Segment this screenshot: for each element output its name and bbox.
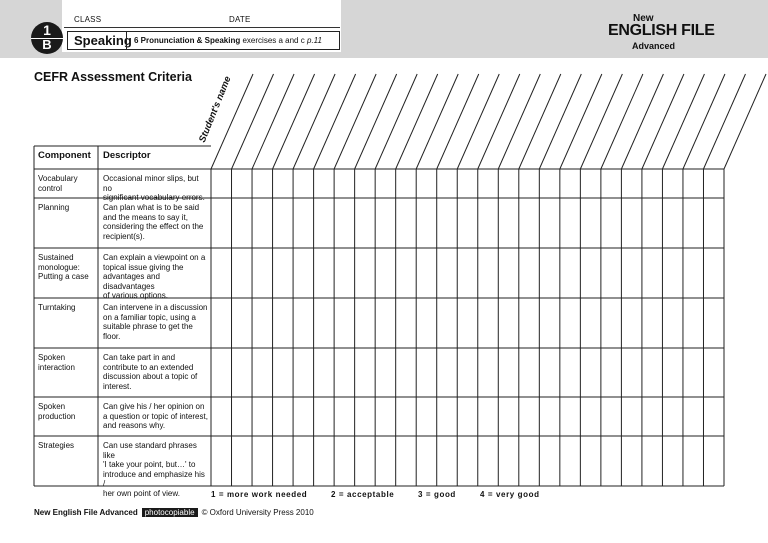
class-label: CLASS bbox=[74, 15, 102, 24]
descriptor-cell bbox=[103, 402, 209, 431]
student-name-slant bbox=[252, 74, 294, 169]
student-name-slant bbox=[314, 74, 356, 169]
student-name-slant bbox=[273, 74, 315, 169]
student-name-header: Student's name bbox=[197, 74, 234, 145]
component-line: Vocabulary bbox=[38, 174, 78, 183]
descriptor-line: Can explain a viewpoint on a bbox=[103, 253, 206, 262]
descriptor-line: and the means to say it, bbox=[103, 212, 188, 222]
student-name-slant bbox=[560, 74, 602, 169]
component-line: production bbox=[38, 411, 76, 421]
footer-copyright: © Oxford University Press 2010 bbox=[201, 508, 314, 517]
descriptor-line: her own point of view. bbox=[103, 488, 180, 498]
student-name-slant bbox=[724, 74, 766, 169]
descriptor-cell bbox=[103, 441, 209, 499]
student-name-slant bbox=[293, 74, 335, 169]
date-label: DATE bbox=[229, 15, 251, 24]
key-item: 4 = very good bbox=[480, 490, 540, 499]
descriptor-cell bbox=[103, 353, 209, 391]
component-cell bbox=[38, 253, 96, 282]
component-cell bbox=[38, 402, 96, 421]
key-item: 1 = more work needed bbox=[211, 490, 308, 499]
descriptor-line: floor. bbox=[103, 331, 121, 341]
component-line: interaction bbox=[38, 362, 75, 372]
page-reference: p.11 bbox=[307, 36, 322, 45]
student-name-slant bbox=[498, 74, 540, 169]
student-name-slant bbox=[334, 74, 376, 169]
component-line: control bbox=[38, 183, 63, 193]
component-line: Spoken bbox=[38, 402, 66, 411]
student-name-slant bbox=[539, 74, 581, 169]
page-title: CEFR Assessment Criteria bbox=[34, 70, 192, 84]
descriptor-line: introduce and emphasize his / bbox=[103, 469, 205, 489]
descriptor-line: topical issue giving the bbox=[103, 262, 184, 272]
footer bbox=[34, 508, 314, 517]
student-name-slant bbox=[457, 74, 499, 169]
student-name-slant bbox=[601, 74, 643, 169]
student-name-slant bbox=[683, 74, 725, 169]
student-name-slant bbox=[355, 74, 397, 169]
student-name-slant bbox=[232, 74, 274, 169]
descriptor-line: advantages and disadvantages bbox=[103, 272, 160, 291]
descriptor-line: of various options. bbox=[103, 291, 168, 301]
descriptor-line: contribute to an extended bbox=[103, 362, 194, 372]
component-line: Sustained bbox=[38, 253, 74, 262]
component-cell bbox=[38, 303, 96, 313]
component-line: monologue: bbox=[38, 262, 80, 272]
student-name-slant bbox=[416, 74, 458, 169]
student-name-slant bbox=[642, 74, 684, 169]
descriptor-line: a question or topic of interest, bbox=[103, 411, 208, 421]
student-name-slant bbox=[375, 74, 417, 169]
component-line: Putting a case bbox=[38, 272, 89, 282]
component-line: Planning bbox=[38, 203, 70, 212]
brand-logo: ENGLISH FILE bbox=[608, 22, 715, 39]
student-name-slant bbox=[519, 74, 561, 169]
descriptor-line: and reasons why. bbox=[103, 421, 166, 431]
descriptor-line: significant vocabulary errors. bbox=[103, 193, 205, 203]
descriptor-line: Can plan what is to be said bbox=[103, 203, 200, 212]
descriptor-cell bbox=[103, 174, 209, 203]
unit-letter: B bbox=[42, 37, 52, 52]
component-cell bbox=[38, 203, 96, 213]
component-line: Strategies bbox=[38, 441, 75, 450]
student-name-slant bbox=[621, 74, 663, 169]
descriptor-line: Can give his / her opinion on bbox=[103, 402, 205, 411]
descriptor-cell bbox=[103, 303, 209, 341]
exercise-rest: exercises a and c bbox=[240, 36, 305, 45]
key-item: 3 = good bbox=[418, 490, 456, 499]
descriptor-line: suitable phrase to get the bbox=[103, 322, 193, 332]
brand-level: Advanced bbox=[632, 41, 676, 51]
student-name-slant bbox=[437, 74, 479, 169]
unit-number: 1 bbox=[43, 22, 51, 38]
component-line: Turntaking bbox=[38, 303, 76, 312]
brand-new: New bbox=[633, 13, 654, 24]
column-header-component: Component bbox=[38, 150, 91, 161]
exercise-bold: 6 Pronunciation & Speaking bbox=[134, 36, 241, 45]
skill-title: Speaking bbox=[74, 33, 132, 48]
descriptor-line: on a familiar topic, using a bbox=[103, 312, 196, 322]
descriptor-line: 'I take your point, but…' to bbox=[103, 460, 196, 470]
key-item: 2 = acceptable bbox=[331, 490, 395, 499]
component-line: Spoken bbox=[38, 353, 66, 362]
descriptor-line: considering the effect on the bbox=[103, 222, 204, 232]
photocopiable-badge: photocopiable bbox=[142, 508, 198, 517]
component-cell bbox=[38, 174, 96, 193]
descriptor-line: Occasional minor slips, but no bbox=[103, 174, 199, 193]
component-cell bbox=[38, 353, 96, 372]
student-name-slant bbox=[396, 74, 438, 169]
descriptor-line: Can use standard phrases like bbox=[103, 441, 197, 460]
descriptor-line: discussion about a topic of bbox=[103, 372, 198, 382]
student-name-slant bbox=[703, 74, 745, 169]
descriptor-line: recipient(s). bbox=[103, 231, 145, 241]
student-name-slant bbox=[580, 74, 622, 169]
descriptor-cell bbox=[103, 253, 209, 301]
descriptor-line: Can intervene in a discussion bbox=[103, 303, 208, 312]
component-cell bbox=[38, 441, 96, 451]
student-name-slant bbox=[478, 74, 520, 169]
student-name-slant bbox=[662, 74, 704, 169]
descriptor-cell bbox=[103, 203, 209, 241]
descriptor-line: Can take part in and bbox=[103, 353, 176, 362]
footer-title: New English File Advanced bbox=[34, 508, 138, 517]
descriptor-line: interest. bbox=[103, 381, 132, 391]
column-header-descriptor: Descriptor bbox=[103, 150, 151, 161]
